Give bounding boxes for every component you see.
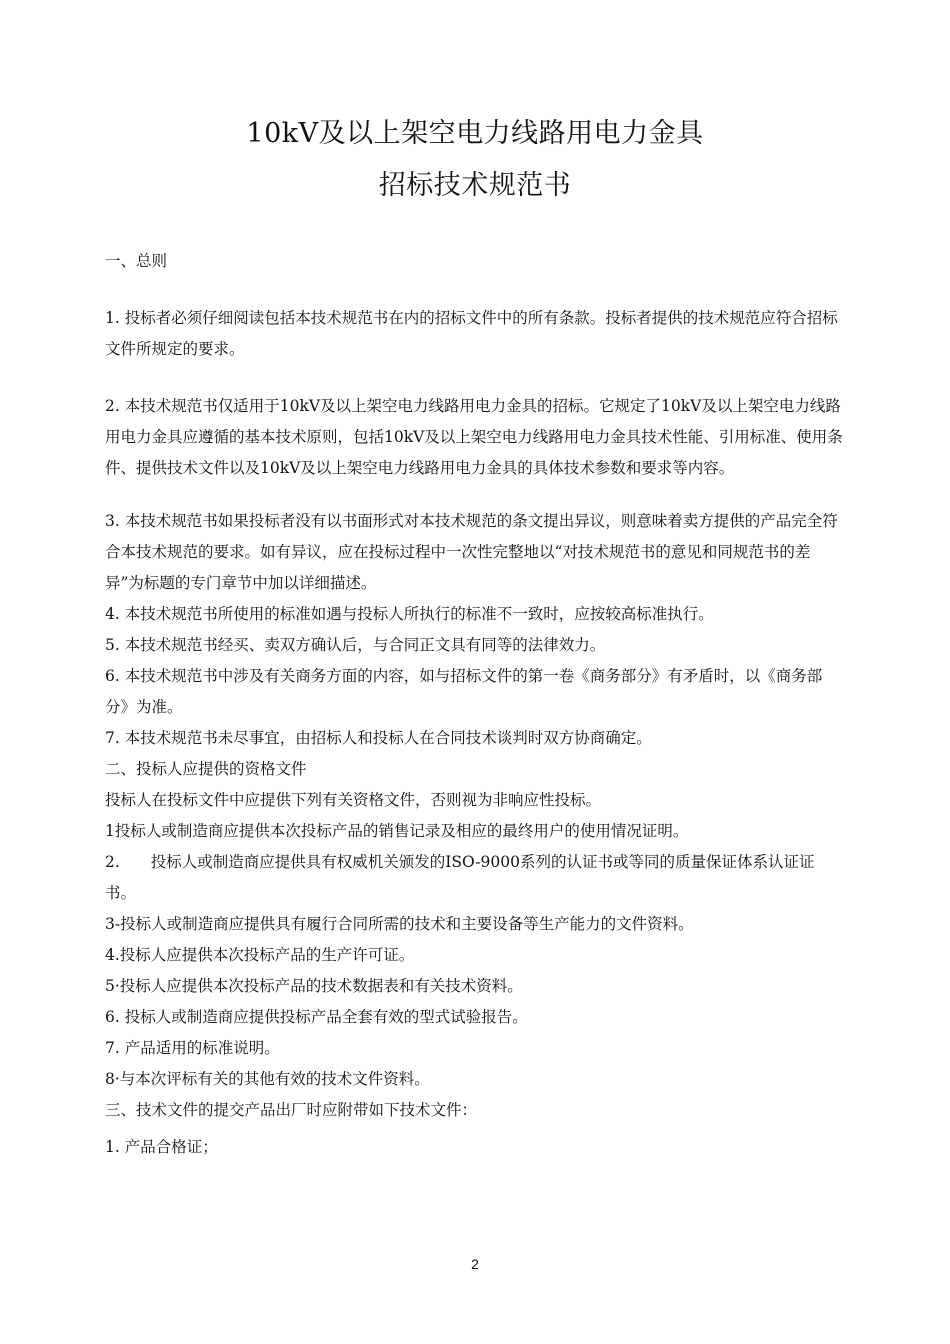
clause-3: 3. 本技术规范书如果投标者没有以书面形式对本技术规范的条文提出异议，则意味着卖方提供的产品完全符合本技术规范的要求。如有异议，应在投标过程中一次性完整地以“对技术规范书的意见和同规范书的差异”为标题的专门章节中加以详细描述。: [105, 512, 838, 592]
qualification-item-4: 4.投标人应提供本次投标产品的生产许可证。: [105, 946, 415, 964]
title-block: [105, 0, 845, 212]
section2-intro: 投标人在投标文件中应提供下列有关资格文件，否则视为非响应性投标。: [105, 791, 602, 809]
document-title-line2: 招标技术规范书: [378, 170, 572, 201]
qualification-item-8: 8·与本次评标有关的其他有效的技术文件资料。: [105, 1070, 430, 1088]
document-title-line1: 10kV及以上架空电力线路用电力金具: [246, 118, 704, 149]
qualification-item-2: 2. 投标人或制造商应提供具有权威机关颁发的ISO-9000系列的认证书或等同的质量保证体系认证证书。: [105, 853, 815, 902]
clause-7: 7. 本技术规范书未尽事宜，由招标人和投标人在合同技术谈判时双方协商确定。: [105, 729, 652, 747]
section2-heading: 二、投标人应提供的资格文件: [105, 760, 307, 778]
qualification-item-1: 1投标人或制造商应提供本次投标产品的销售记录及相应的最终用户的使用情况证明。: [105, 822, 689, 840]
qualification-item-7: 7. 产品适用的标准说明。: [105, 1039, 280, 1057]
page-number: 2: [471, 1256, 479, 1272]
qualification-item-3: 3-投标人或制造商应提供具有履行合同所需的技术和主要设备等生产能力的文件资料。: [105, 915, 694, 933]
clause-5: 5. 本技术规范书经买、卖双方确认后，与合同正文具有同等的法律效力。: [105, 636, 606, 654]
clause-2: 2. 本技术规范书仅适用于10kV及以上架空电力线路用电力金具的招标。它规定了10kV及以上架空电力线路用电力金具应遵循的基本技术原则，包括10kV及以上架空电力线路用电力金具技术性能、引用标准、使用条件、提供技术文件以及10kV及以上架空电力线路用电力金具的具体技术参数和要求等内容。: [105, 397, 843, 477]
qualification-item-6: 6. 投标人或制造商应提供投标产品全套有效的型式试验报告。: [105, 1008, 528, 1026]
technical-doc-item-1: 1. 产品合格证；: [105, 1138, 218, 1156]
clause-6: 6. 本技术规范书中涉及有关商务方面的内容，如与招标文件的第一卷《商务部分》有矛盾时，以《商务部分》为准。: [105, 667, 823, 716]
clause-1: 1. 投标者必须仔细阅读包括本技术规范书在内的招标文件中的所有条款。投标者提供的技术规范应符合招标文件所规定的要求。: [105, 309, 838, 358]
clause-4: 4. 本技术规范书所使用的标准如遇与投标人所执行的标准不一致时，应按较高标准执行。: [105, 605, 714, 623]
document-body: [105, 246, 845, 1163]
section1-heading: 一、总则: [105, 252, 168, 270]
qualification-item-5: 5·投标人应提供本次投标产品的技术数据表和有关技术资料。: [105, 977, 523, 995]
section3-heading: 三、技术文件的提交产品出厂时应附带如下技术文件：: [105, 1101, 478, 1119]
